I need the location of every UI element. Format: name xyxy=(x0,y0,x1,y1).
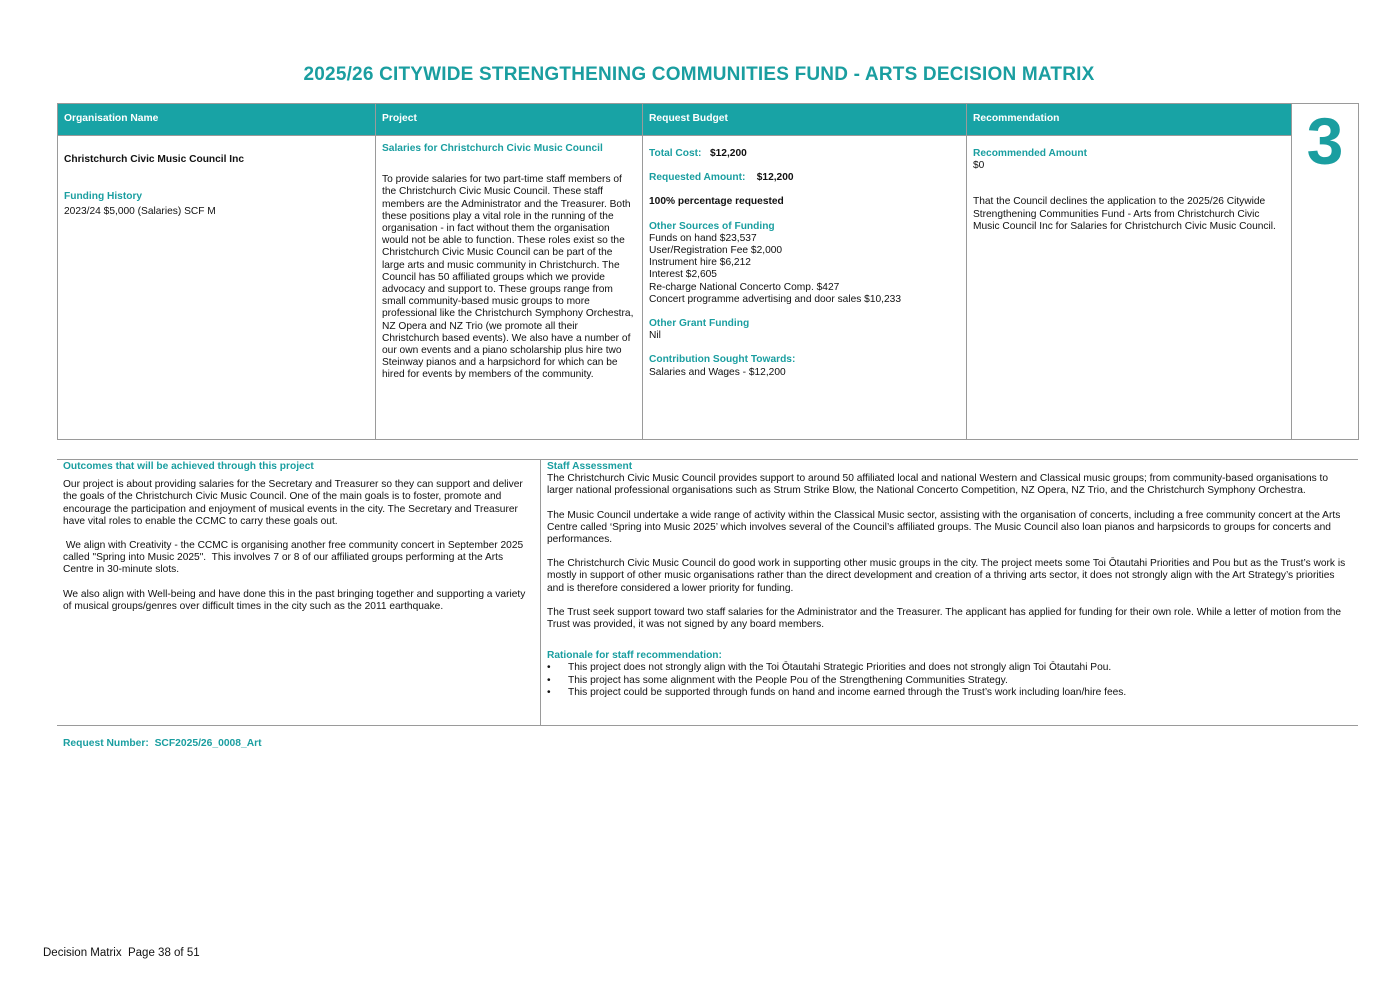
other-grant-value: Nil xyxy=(649,330,661,342)
total-cost: $12,200 xyxy=(709,148,747,159)
project-description: To provide salaries for two part-time staff members of the Christchurch Civic Music Council. These staff members are the Administrator and the Treasurer. Both these positions play a vital role in the running of the organisation - in fact without them the organisation would not be able to function. These roles exist so the Christchurch Civic Music Council can be part of the large arts and music community in Christchurch. The Council has 50 affiliated groups which we provide advocacy and support to. These groups range from small community-based music groups to more professional like the Christchurch Symphony Orchestra, NZ Opera and NZ Trio (we promote all their Christchurch based events). We also have a number of our own events and a piano scholarship plus hire two Steinway pianos and a harpsichord for which can be hired for events by members of the community. xyxy=(382,174,634,381)
other-sources-label: Other Sources of Funding xyxy=(649,220,775,232)
assessment-column xyxy=(541,460,1358,725)
other-source-item: Re-charge National Concerto Comp. $427 xyxy=(649,281,840,293)
requested-label: Requested Amount: xyxy=(649,172,746,184)
assessment-paragraph: The Music Council undertake a wide range of activity within the Classical Music sector, assisting with the organisation of concerts, including a free community concert at the Arts Centre called ‘Spring into Music 2025’ which involves several of the Council’s affiliated groups. The Music Council also loan pianos and harpsicords to groups for concerts and performances. xyxy=(547,509,1341,546)
outcomes-paragraph: Our project is about providing salaries for the Secretary and Treasurer so they can support and deliver the goals of the Christchurch Civic Music Council. One of the main goals is to foster, promote and encourage the participation and enjoyment of musical events in the city. The Secretary and Treasurer have vital roles to enable the CCMC to carry these goals out. xyxy=(63,479,523,527)
header-organisation: Organisation Name xyxy=(58,104,376,136)
rationale-list xyxy=(547,662,1352,699)
other-source-item: Funds on hand $23,537 xyxy=(649,232,757,244)
funding-history-label: Funding History xyxy=(64,191,143,203)
decision-matrix-table xyxy=(57,103,1359,440)
outcomes-paragraph: We also align with Well-being and have done this in the past bringing together and supporting a variety of musical groups/genres over difficult times in the city such as the 2011 earthquake. xyxy=(63,588,526,612)
recommended-amount-label: Recommended Amount xyxy=(973,148,1087,159)
project-title: Salaries for Christchurch Civic Music Council xyxy=(382,143,603,154)
percentage-requested: 100% percentage requested xyxy=(649,196,784,208)
outcomes-paragraph: We align with Creativity - the CCMC is organising another free community concert in September 2025 called "Spring into Music 2025". This involves 7 or 8 of our affiliated groups performing at the Arts Centre in 30-minute slots. xyxy=(63,540,527,576)
outcomes-assessment-section xyxy=(57,459,1358,726)
outcomes-column xyxy=(57,460,541,725)
header-budget: Request Budget xyxy=(643,104,967,136)
request-number-value: SCF2025/26_0008_Art xyxy=(154,738,262,749)
requested-amount: $12,200 xyxy=(756,172,794,184)
header-recommendation: Recommendation xyxy=(967,104,1292,136)
header-project: Project xyxy=(376,104,643,136)
assessment-paragraph: The Christchurch Civic Music Council provides support to around 50 affiliated local and national Western and Classical music groups; from community-based organisations to larger national professional organisations such as Strum Strike Blow, the National Concerto Competition, NZ Opera, NZ Trio, and the Christchurch Symphony Orchestra. xyxy=(547,473,1329,497)
funding-history: 2023/24 $5,000 (Salaries) SCF M xyxy=(64,206,216,218)
assessment-paragraph: The Christchurch Civic Music Council do good work in supporting other music groups in the city. The project meets some Toi Ōtautahi Priorities and Pou but as the Trust’s work is mostly in support of other music organisations rather than the direct development and creation of a thriving arts sector, it does not strongly align with the Art Strategy’s priorities and is therefore considered a lower priority for funding. xyxy=(547,558,1346,594)
other-source-item: User/Registration Fee $2,000 xyxy=(649,245,783,257)
other-source-item: Interest $2,605 xyxy=(649,269,717,281)
budget-cell xyxy=(643,136,967,440)
contribution-value: Salaries and Wages - $12,200 xyxy=(649,366,786,378)
outcomes-heading: Outcomes that will be achieved through this project xyxy=(63,461,314,472)
item-number-cell xyxy=(1292,104,1359,440)
rationale-item: • This project has some alignment with the People Pou of the Strengthening Communities Strategy. xyxy=(568,675,1352,687)
request-number xyxy=(63,738,262,749)
rationale-item: • This project does not strongly align with the Toi Ōtautahi Strategic Priorities and does not strongly align Toi Ōtautahi Pou. xyxy=(568,662,1352,674)
rationale-label: Rationale for staff recommendation: xyxy=(547,650,722,662)
page-footer: Decision Matrix Page 38 of 51 xyxy=(43,947,200,959)
item-number: 3 xyxy=(1306,104,1344,178)
assessment-heading: Staff Assessment xyxy=(547,461,633,472)
content-row xyxy=(58,136,1359,440)
header-row xyxy=(58,104,1359,136)
other-grant-label: Other Grant Funding xyxy=(649,318,750,330)
other-source-item: Concert programme advertising and door sales $10,233 xyxy=(649,293,902,305)
assessment-paragraph: The Trust seek support toward two staff salaries for the Administrator and the Treasurer. The applicant has applied for funding for their own role. While a letter of motion from the Trust was provided, it was not signed by any board members. xyxy=(547,606,1342,631)
contribution-label: Contribution Sought Towards: xyxy=(649,354,796,366)
recommended-amount: $0 xyxy=(973,160,985,172)
organisation-name: Christchurch Civic Music Council Inc xyxy=(64,154,245,165)
recommendation-cell xyxy=(967,136,1292,440)
recommendation-text: That the Council declines the application to the 2025/26 Citywide Strengthening Communities Fund - Arts from Christchurch Civic Music Council Inc for Salaries for Christchurch Civic Music Council. xyxy=(973,196,1276,232)
project-cell xyxy=(376,136,643,440)
total-cost-label: Total Cost: xyxy=(649,148,702,159)
page-title: 2025/26 CITYWIDE STRENGTHENING COMMUNITIES FUND - ARTS DECISION MATRIX xyxy=(303,64,1095,85)
rationale-item: • This project could be supported through funds on hand and income earned through the Trust’s work including loan/hire fees. xyxy=(568,687,1352,699)
other-source-item: Instrument hire $6,212 xyxy=(649,257,751,269)
request-number-label: Request Number: xyxy=(63,738,149,749)
organisation-cell xyxy=(58,136,376,440)
